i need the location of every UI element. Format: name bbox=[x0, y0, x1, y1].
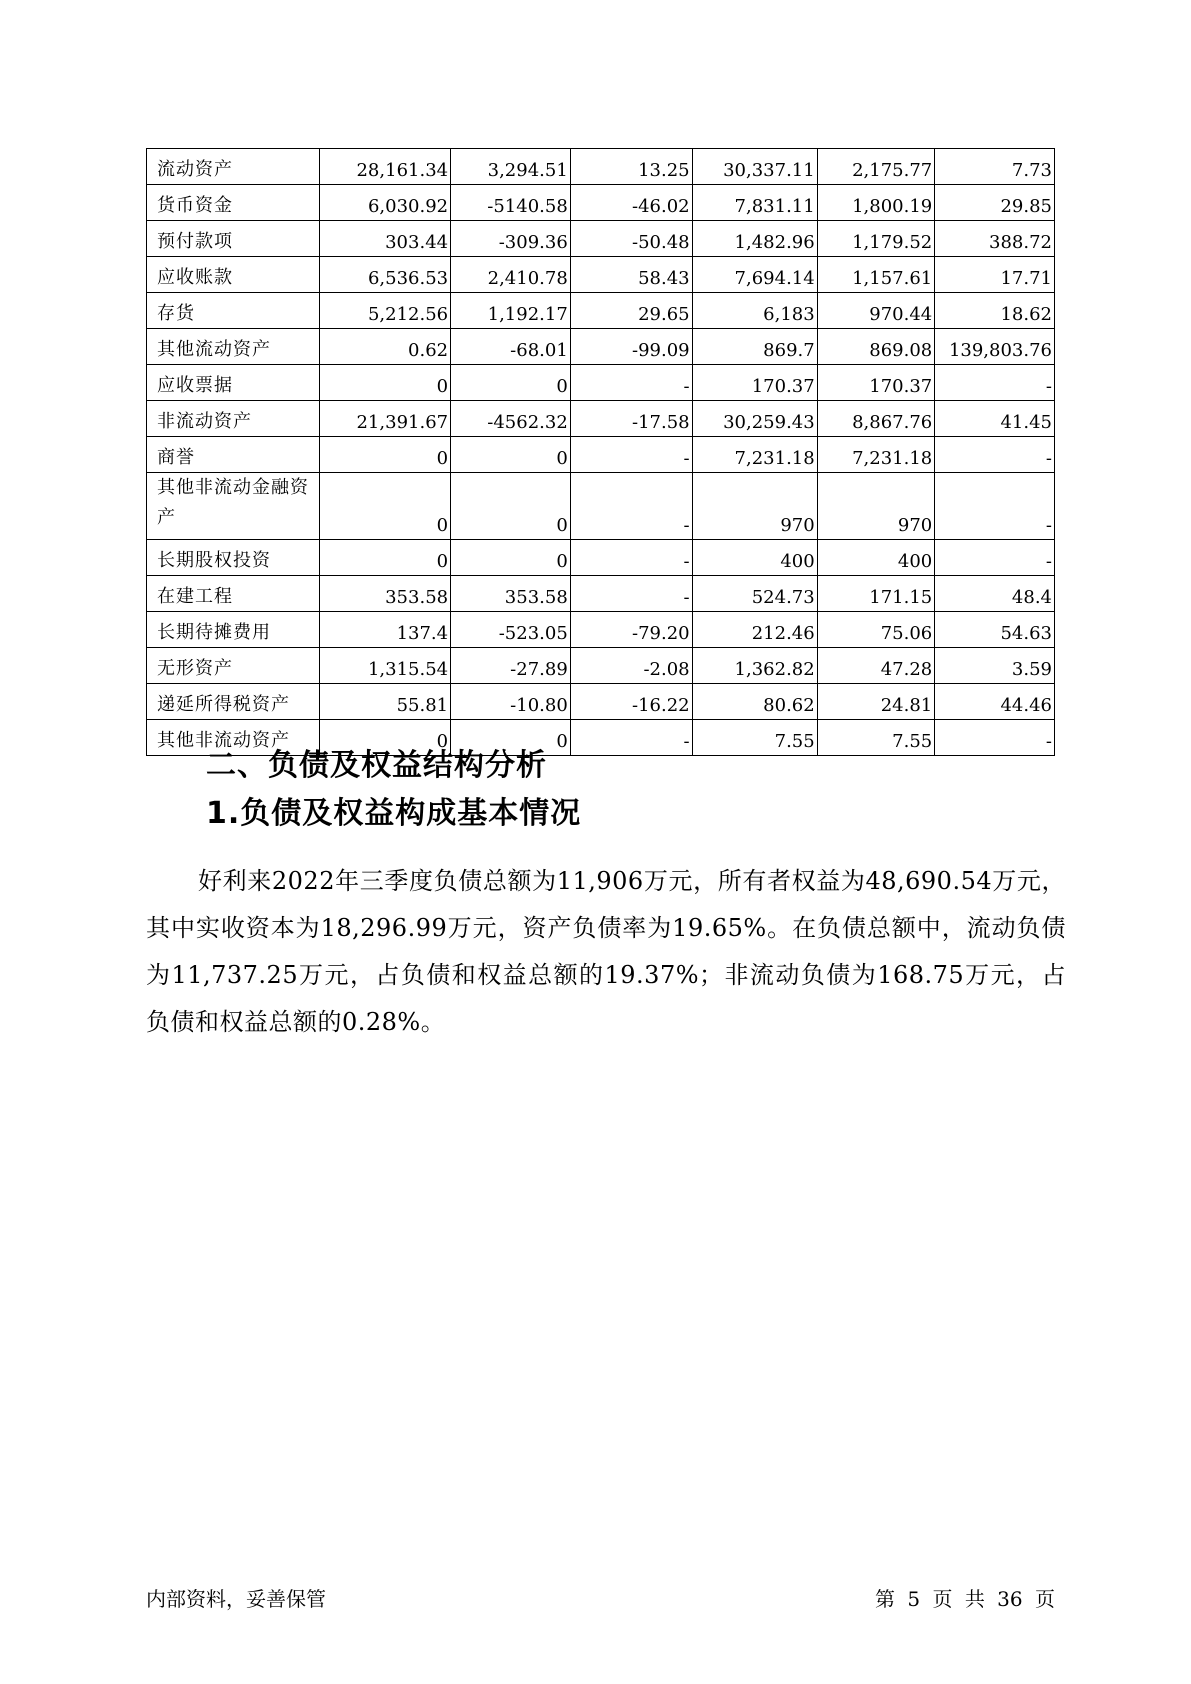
cell-v3: -99.09 bbox=[570, 329, 692, 365]
cell-v4: 30,259.43 bbox=[692, 401, 817, 437]
row-label: 递延所得税资产 bbox=[147, 684, 320, 720]
cell-v1: 137.4 bbox=[319, 612, 451, 648]
cell-v1: 28,161.34 bbox=[319, 149, 451, 185]
section-paragraph: 好利来2022年三季度负债总额为11,906万元，所有者权益为48,690.54万元，其中实收资本为18,296.99万元，资产负债率为19.65%。在负债总额中，流动负债为11,737.25万元，占负债和权益总额的19.37%；非流动负债为168.75万元，占负债和权益总额的0.28%。 bbox=[146, 867, 1066, 1036]
row-label: 其他流动资产 bbox=[147, 329, 320, 365]
cell-v2: -5140.58 bbox=[451, 185, 571, 221]
cell-v2: -68.01 bbox=[451, 329, 571, 365]
cell-v4: 524.73 bbox=[692, 576, 817, 612]
cell-v3: - bbox=[570, 720, 692, 756]
row-label: 长期股权投资 bbox=[147, 540, 320, 576]
cell-v6: 44.46 bbox=[935, 684, 1055, 720]
row-label: 应收票据 bbox=[147, 365, 320, 401]
cell-v6: 29.85 bbox=[935, 185, 1055, 221]
table-row bbox=[147, 648, 1055, 684]
cell-v2: -523.05 bbox=[451, 612, 571, 648]
cell-v4: 400 bbox=[692, 540, 817, 576]
cell-v5: 1,800.19 bbox=[817, 185, 935, 221]
footer-page-number: 第 5 页 共 36 页 bbox=[875, 1587, 1055, 1611]
section-subheading: 1.负债及权益构成基本情况 bbox=[206, 796, 582, 831]
cell-v6: 48.4 bbox=[935, 576, 1055, 612]
cell-v5: 869.08 bbox=[817, 329, 935, 365]
cell-v3: - bbox=[570, 473, 692, 540]
cell-v4: 970 bbox=[692, 473, 817, 540]
cell-v3: -50.48 bbox=[570, 221, 692, 257]
cell-v2: -309.36 bbox=[451, 221, 571, 257]
cell-v5: 7.55 bbox=[817, 720, 935, 756]
cell-v5: 7,231.18 bbox=[817, 437, 935, 473]
cell-v3: -79.20 bbox=[570, 612, 692, 648]
cell-v4: 1,362.82 bbox=[692, 648, 817, 684]
table-row bbox=[147, 329, 1055, 365]
row-label: 货币资金 bbox=[147, 185, 320, 221]
cell-v6: 17.71 bbox=[935, 257, 1055, 293]
cell-v2: 0 bbox=[451, 365, 571, 401]
cell-v4: 170.37 bbox=[692, 365, 817, 401]
cell-v6: - bbox=[935, 473, 1055, 540]
cell-v4: 7,694.14 bbox=[692, 257, 817, 293]
cell-v5: 171.15 bbox=[817, 576, 935, 612]
cell-v5: 400 bbox=[817, 540, 935, 576]
cell-v1: 0.62 bbox=[319, 329, 451, 365]
cell-v4: 6,183 bbox=[692, 293, 817, 329]
cell-v5: 2,175.77 bbox=[817, 149, 935, 185]
cell-v3: -2.08 bbox=[570, 648, 692, 684]
cell-v1: 0 bbox=[319, 720, 451, 756]
asset-change-table bbox=[146, 148, 1055, 756]
section-heading: 二、负债及权益结构分析 bbox=[206, 748, 547, 783]
table-row bbox=[147, 437, 1055, 473]
cell-v4: 7,231.18 bbox=[692, 437, 817, 473]
cell-v1: 0 bbox=[319, 437, 451, 473]
table-row bbox=[147, 401, 1055, 437]
row-label: 应收账款 bbox=[147, 257, 320, 293]
table-row bbox=[147, 257, 1055, 293]
row-label: 在建工程 bbox=[147, 576, 320, 612]
cell-v2: 0 bbox=[451, 437, 571, 473]
cell-v4: 212.46 bbox=[692, 612, 817, 648]
row-label: 其他非流动金融资产 bbox=[147, 473, 320, 540]
cell-v3: -16.22 bbox=[570, 684, 692, 720]
cell-v2: -10.80 bbox=[451, 684, 571, 720]
row-label: 流动资产 bbox=[147, 149, 320, 185]
cell-v4: 7.55 bbox=[692, 720, 817, 756]
cell-v6: 3.59 bbox=[935, 648, 1055, 684]
cell-v6: 139,803.76 bbox=[935, 329, 1055, 365]
cell-v2: 0 bbox=[451, 540, 571, 576]
cell-v5: 170.37 bbox=[817, 365, 935, 401]
cell-v4: 1,482.96 bbox=[692, 221, 817, 257]
cell-v2: 2,410.78 bbox=[451, 257, 571, 293]
cell-v1: 55.81 bbox=[319, 684, 451, 720]
cell-v4: 30,337.11 bbox=[692, 149, 817, 185]
table-row bbox=[147, 576, 1055, 612]
cell-v6: - bbox=[935, 540, 1055, 576]
table-row bbox=[147, 185, 1055, 221]
table-row bbox=[147, 684, 1055, 720]
cell-v3: -17.58 bbox=[570, 401, 692, 437]
table-row bbox=[147, 149, 1055, 185]
cell-v6: - bbox=[935, 720, 1055, 756]
table-row bbox=[147, 293, 1055, 329]
row-label: 其他非流动资产 bbox=[147, 720, 320, 756]
cell-v1: 5,212.56 bbox=[319, 293, 451, 329]
cell-v3: -46.02 bbox=[570, 185, 692, 221]
cell-v4: 869.7 bbox=[692, 329, 817, 365]
row-label: 预付款项 bbox=[147, 221, 320, 257]
cell-v5: 1,179.52 bbox=[817, 221, 935, 257]
cell-v5: 8,867.76 bbox=[817, 401, 935, 437]
cell-v2: 353.58 bbox=[451, 576, 571, 612]
cell-v3: - bbox=[570, 576, 692, 612]
cell-v2: 0 bbox=[451, 720, 571, 756]
cell-v2: 3,294.51 bbox=[451, 149, 571, 185]
cell-v6: 388.72 bbox=[935, 221, 1055, 257]
table-row bbox=[147, 612, 1055, 648]
cell-v2: 0 bbox=[451, 473, 571, 540]
cell-v1: 21,391.67 bbox=[319, 401, 451, 437]
cell-v6: 7.73 bbox=[935, 149, 1055, 185]
cell-v4: 80.62 bbox=[692, 684, 817, 720]
footer-confidential-note: 内部资料，妥善保管 bbox=[146, 1587, 326, 1611]
cell-v6: - bbox=[935, 365, 1055, 401]
row-label: 存货 bbox=[147, 293, 320, 329]
table-row bbox=[147, 540, 1055, 576]
table-body bbox=[147, 149, 1055, 756]
cell-v4: 7,831.11 bbox=[692, 185, 817, 221]
cell-v1: 6,536.53 bbox=[319, 257, 451, 293]
cell-v1: 353.58 bbox=[319, 576, 451, 612]
table-row bbox=[147, 221, 1055, 257]
cell-v5: 970.44 bbox=[817, 293, 935, 329]
cell-v3: - bbox=[570, 540, 692, 576]
cell-v1: 6,030.92 bbox=[319, 185, 451, 221]
cell-v3: 29.65 bbox=[570, 293, 692, 329]
cell-v1: 0 bbox=[319, 540, 451, 576]
cell-v3: 13.25 bbox=[570, 149, 692, 185]
row-label: 长期待摊费用 bbox=[147, 612, 320, 648]
row-label: 无形资产 bbox=[147, 648, 320, 684]
cell-v2: 1,192.17 bbox=[451, 293, 571, 329]
cell-v1: 0 bbox=[319, 473, 451, 540]
table-row bbox=[147, 365, 1055, 401]
cell-v5: 75.06 bbox=[817, 612, 935, 648]
cell-v6: - bbox=[935, 437, 1055, 473]
cell-v5: 24.81 bbox=[817, 684, 935, 720]
cell-v2: -27.89 bbox=[451, 648, 571, 684]
cell-v3: 58.43 bbox=[570, 257, 692, 293]
cell-v6: 54.63 bbox=[935, 612, 1055, 648]
cell-v6: 18.62 bbox=[935, 293, 1055, 329]
cell-v1: 303.44 bbox=[319, 221, 451, 257]
cell-v5: 970 bbox=[817, 473, 935, 540]
cell-v3: - bbox=[570, 365, 692, 401]
cell-v6: 41.45 bbox=[935, 401, 1055, 437]
cell-v1: 0 bbox=[319, 365, 451, 401]
cell-v5: 1,157.61 bbox=[817, 257, 935, 293]
cell-v2: -4562.32 bbox=[451, 401, 571, 437]
row-label: 非流动资产 bbox=[147, 401, 320, 437]
cell-v3: - bbox=[570, 437, 692, 473]
cell-v5: 47.28 bbox=[817, 648, 935, 684]
table-row bbox=[147, 473, 1055, 540]
row-label: 商誉 bbox=[147, 437, 320, 473]
cell-v1: 1,315.54 bbox=[319, 648, 451, 684]
